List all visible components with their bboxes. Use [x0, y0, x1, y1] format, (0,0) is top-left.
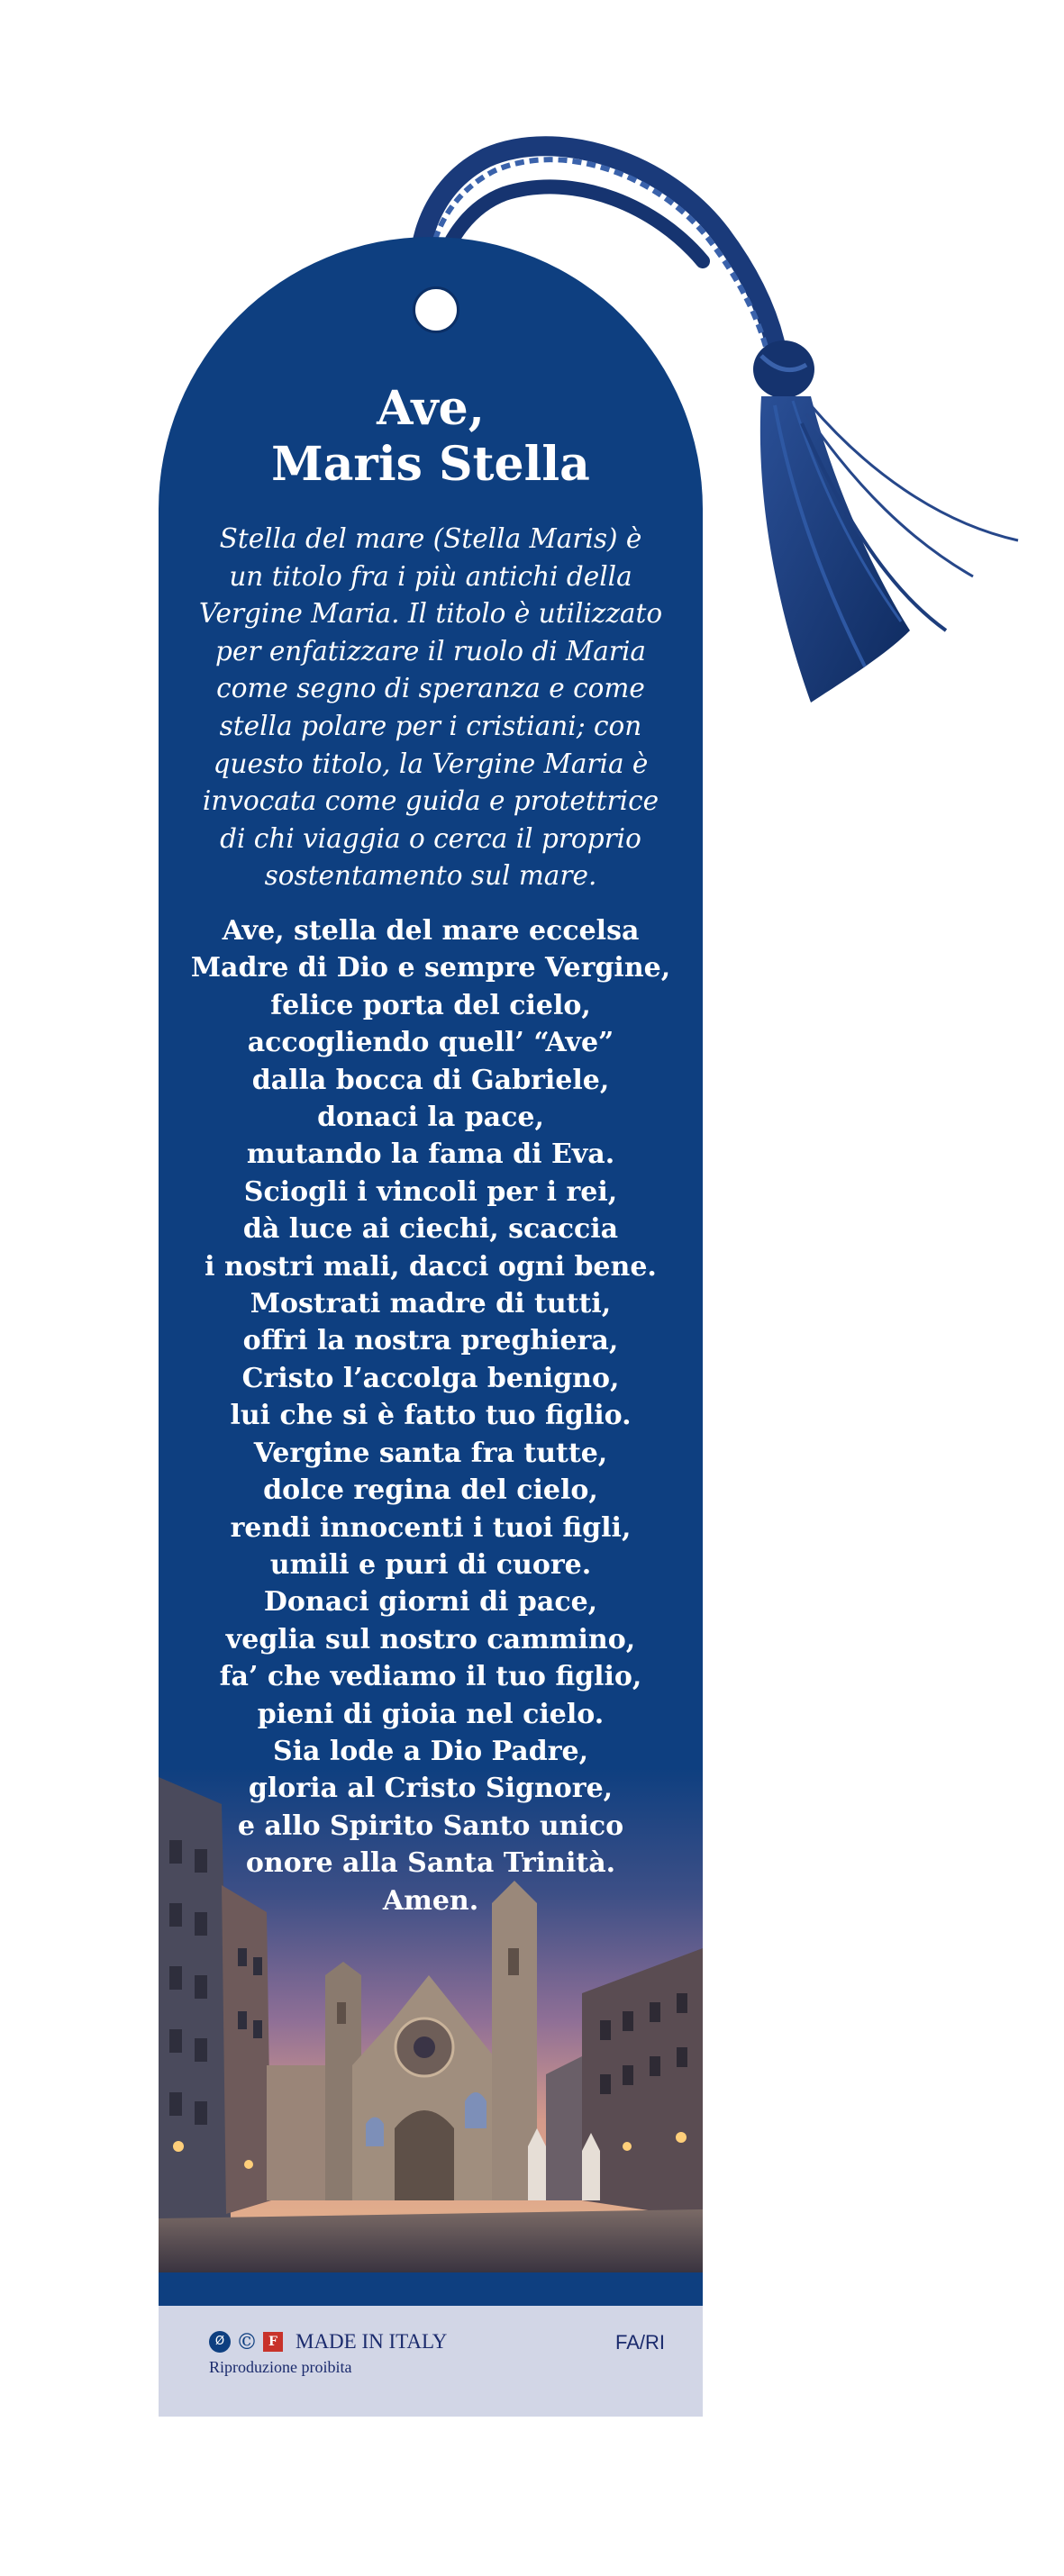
intro-line: di chi viaggia o cerca il proprio: [220, 822, 641, 854]
brand-square-logo-icon: F: [263, 2332, 283, 2352]
bookmark-hole: [413, 286, 459, 333]
prayer-line: pieni di gioia nel cielo.: [257, 1698, 605, 1730]
prayer-line: umili e puri di cuore.: [269, 1548, 592, 1581]
brand-logos: [209, 2329, 447, 2354]
prayer-line: onore alla Santa Trinità.: [245, 1847, 616, 1880]
intro-line: per enfatizzare il ruolo di Maria: [215, 635, 646, 667]
title-line: Maris Stella: [271, 437, 590, 492]
intro-line: Stella del mare (Stella Maris) è: [219, 523, 642, 554]
prayer-text: [177, 912, 685, 1919]
prayer-line: Mostrati madre di tutti,: [250, 1288, 612, 1320]
prayer-line: Sia lode a Dio Padre,: [272, 1735, 589, 1767]
intro-line: un titolo fra i più antichi della: [229, 560, 632, 592]
prayer-line: Amen.: [382, 1884, 479, 1917]
prayer-line: Vergine santa fra tutte,: [253, 1437, 608, 1469]
intro-text: [195, 521, 667, 895]
title-line: Ave,: [377, 381, 485, 436]
intro-line: Vergine Maria. Il titolo è utilizzato: [198, 598, 663, 630]
prayer-line: Ave, stella del mare eccelsa: [222, 915, 640, 947]
prayer-line: gloria al Cristo Signore,: [248, 1773, 614, 1805]
intro-line: invocata come guida e protettrice: [202, 785, 659, 817]
prayer-line: i nostri mali, dacci ogni bene.: [205, 1250, 657, 1283]
intro-line: come segno di speranza e come: [216, 673, 645, 704]
prayer-line: dolce regina del cielo,: [263, 1474, 598, 1507]
prayer-line: offri la nostra preghiera,: [242, 1325, 619, 1357]
prayer-line: dà luce ai ciechi, scaccia: [242, 1213, 619, 1246]
prayer-line: fa’ che vediamo il tuo figlio,: [219, 1661, 642, 1693]
prayer-line: dalla bocca di Gabriele,: [251, 1064, 610, 1096]
prayer-line: Cristo l’accolga benigno,: [241, 1362, 620, 1394]
prayer-line: e allo Spirito Santo unico: [237, 1810, 624, 1842]
intro-line: stella polare per i cristiani; con: [219, 710, 642, 741]
prayer-line: felice porta del cielo,: [270, 989, 591, 1021]
prayer-line: donaci la pace,: [317, 1102, 544, 1134]
prayer-line: Sciogli i vincoli per i rei,: [243, 1175, 618, 1208]
intro-line: questo titolo, la Vergine Maria è: [213, 748, 649, 779]
prayer-line: rendi innocenti i tuoi figli,: [230, 1511, 632, 1544]
prayer-line: lui che si è fatto tuo figlio.: [230, 1400, 632, 1432]
prayer-line: Madre di Dio e sempre Vergine,: [190, 952, 671, 984]
prayer-line: mutando la fama di Eva.: [246, 1138, 615, 1171]
publisher-logo-icon: Ø: [209, 2331, 231, 2353]
prayer-line: accogliendo quell’ “Ave”: [247, 1027, 614, 1059]
prayer-line: veglia sul nostro cammino,: [225, 1623, 636, 1655]
footer-band: [159, 2306, 703, 2417]
reproduction-notice: Riproduzione proibita: [209, 2358, 352, 2376]
bookmark-title: [159, 381, 703, 493]
copyright-icon: ©: [236, 2329, 258, 2354]
product-code: FA/RI: [614, 2331, 665, 2354]
intro-line: sostentamento sul mare.: [264, 860, 597, 892]
made-in-italy-label: MADE IN ITALY: [296, 2330, 448, 2353]
prayer-line: Donaci giorni di pace,: [263, 1586, 598, 1619]
